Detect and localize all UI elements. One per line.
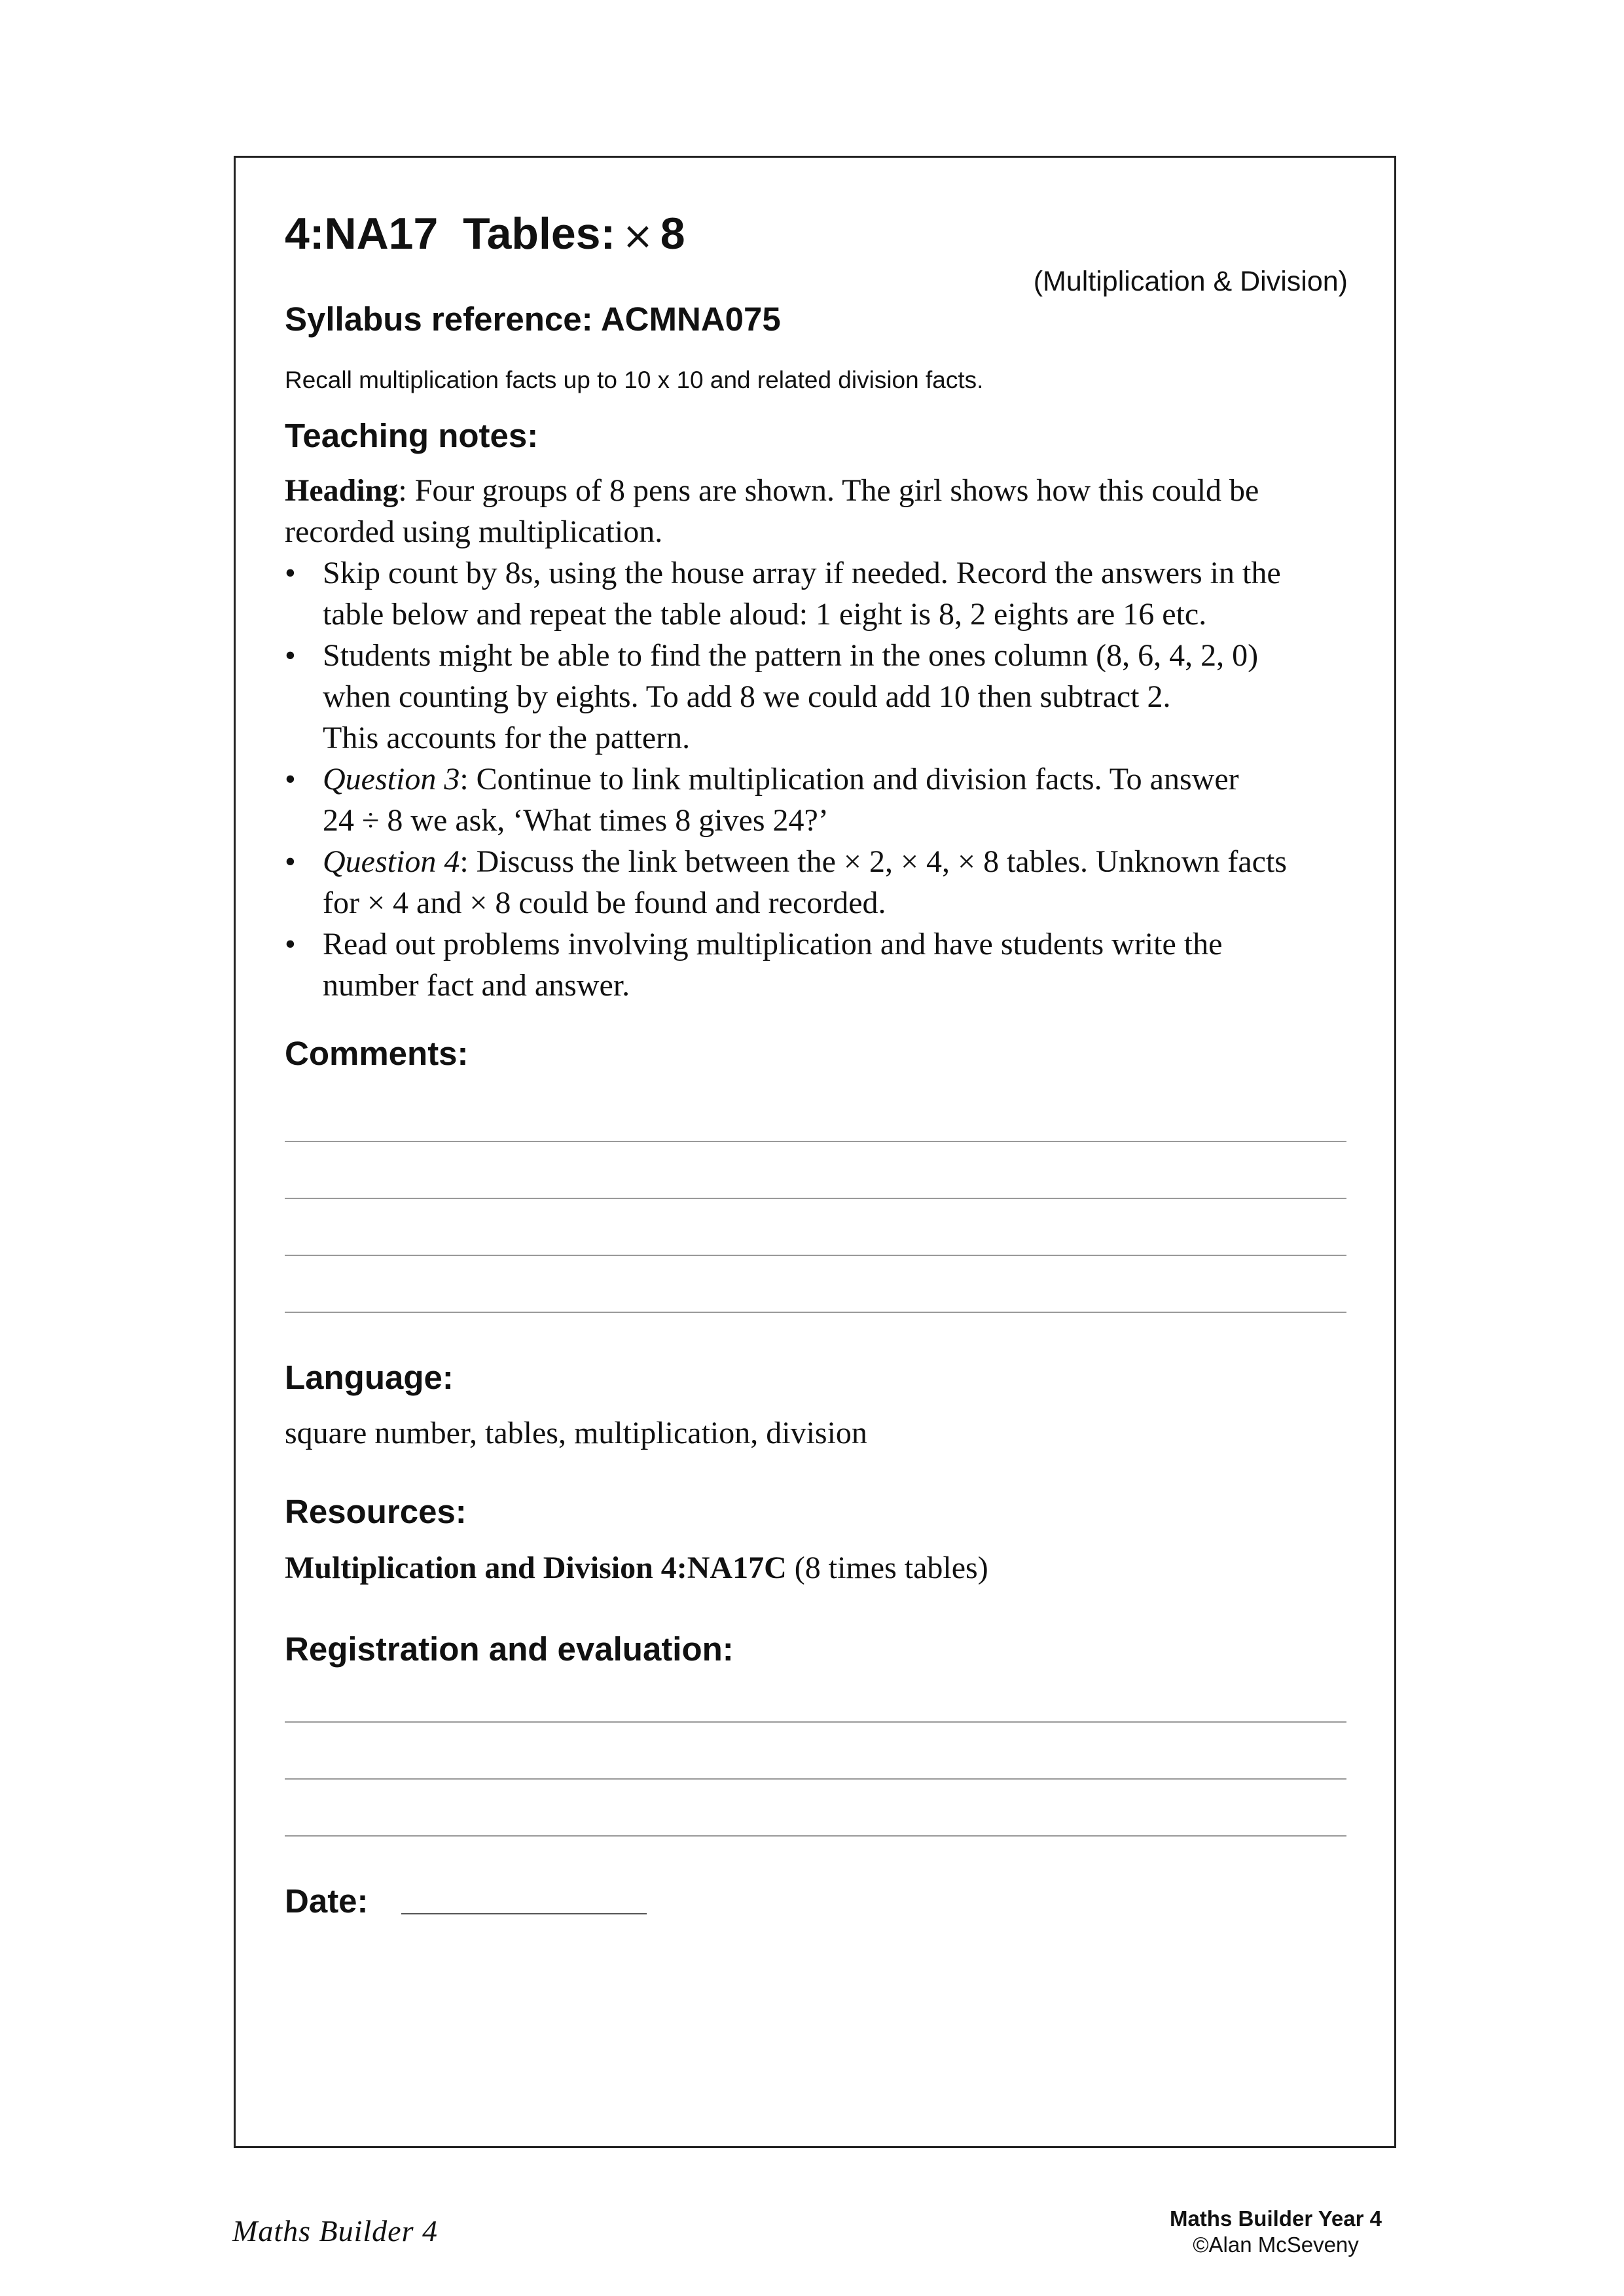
bullet-icon: • — [285, 844, 296, 879]
footer-credit — [1170, 2206, 1382, 2258]
intro-text: : Four groups of 8 pens are shown. The girl shows how this could be recorded using multiplication. — [285, 473, 1259, 549]
table-number: 8 — [660, 209, 685, 259]
bullet-icon: • — [285, 556, 296, 590]
times-symbol: × — [622, 213, 654, 258]
list-item-line: when counting by eights. To add 8 we could add 10 then subtract 2. — [323, 679, 1171, 714]
registration-heading: Registration and evaluation: — [285, 1630, 734, 1668]
list-item — [285, 924, 1358, 1006]
list-item-line: 24 ÷ 8 we ask, ‘What times 8 gives 24?’ — [323, 803, 829, 838]
list-item-line: This accounts for the pattern. — [323, 721, 691, 755]
date-field[interactable] — [401, 1913, 647, 1914]
resources-heading: Resources: — [285, 1493, 467, 1530]
comments-heading: Comments: — [285, 1035, 469, 1072]
teaching-notes-heading: Teaching notes: — [285, 417, 539, 454]
list-item-line: Question 3: Continue to link multiplication and division facts. To answer — [323, 762, 1239, 797]
registration-line[interactable] — [285, 1778, 1346, 1780]
syllabus-heading: Syllabus reference: ACMNA075 — [285, 300, 781, 338]
teaching-notes-body — [285, 470, 1358, 1006]
list-item-line: Question 4: Discuss the link between the × 2, × 4, × 8 tables. Unknown facts — [323, 844, 1287, 879]
question-ref: Question 4 — [323, 844, 460, 879]
list-item — [285, 841, 1358, 924]
intro-bold: Heading — [285, 473, 399, 508]
bullet-icon: • — [285, 762, 296, 797]
bullet-icon: • — [285, 927, 296, 961]
list-item — [285, 759, 1358, 841]
teaching-notes-intro — [285, 470, 1358, 552]
footer-book-title: Maths Builder 4 — [232, 2214, 438, 2248]
list-item-line: number fact and answer. — [323, 968, 630, 1003]
registration-line[interactable] — [285, 1835, 1346, 1837]
lesson-code: 4:NA17 — [285, 209, 439, 259]
comment-line[interactable] — [285, 1312, 1346, 1313]
list-item-line: Students might be able to find the pattern in the ones column (8, 6, 4, 2, 0) — [323, 638, 1259, 673]
resource-title: Multiplication and Division 4:NA17C — [285, 1551, 787, 1585]
language-heading: Language: — [285, 1359, 454, 1396]
list-item — [285, 552, 1358, 635]
footer-copyright: ©Alan McSeveny — [1193, 2233, 1359, 2257]
list-item — [285, 635, 1358, 759]
syllabus-description: Recall multiplication facts up to 10 x 10 and related division facts. — [285, 367, 984, 393]
footer-series-title: Maths Builder Year 4 — [1169, 2206, 1382, 2231]
registration-line[interactable] — [285, 1721, 1346, 1723]
language-text: square number, tables, multiplication, division — [285, 1416, 867, 1450]
resource-note: (8 times tables) — [786, 1551, 988, 1585]
date-label: Date: — [285, 1882, 369, 1920]
comment-line[interactable] — [285, 1198, 1346, 1199]
page-title — [285, 208, 685, 259]
comment-line[interactable] — [285, 1141, 1346, 1142]
question-ref: Question 3 — [323, 762, 460, 797]
comment-line[interactable] — [285, 1255, 1346, 1256]
list-item-line: Read out problems involving multiplication and have students write the — [323, 927, 1223, 961]
list-item-line: Skip count by 8s, using the house array if needed. Record the answers in the — [323, 556, 1281, 590]
list-item-line: for × 4 and × 8 could be found and recorded. — [323, 886, 886, 920]
tables-label: Tables: — [463, 209, 616, 259]
bullet-icon: • — [285, 638, 296, 673]
list-item-line: table below and repeat the table aloud: 1 eight is 8, 2 eights are 16 etc. — [323, 597, 1207, 632]
resources-text — [285, 1550, 988, 1586]
subject-label: (Multiplication & Division) — [1033, 266, 1348, 297]
teaching-notes-list — [285, 552, 1358, 1006]
